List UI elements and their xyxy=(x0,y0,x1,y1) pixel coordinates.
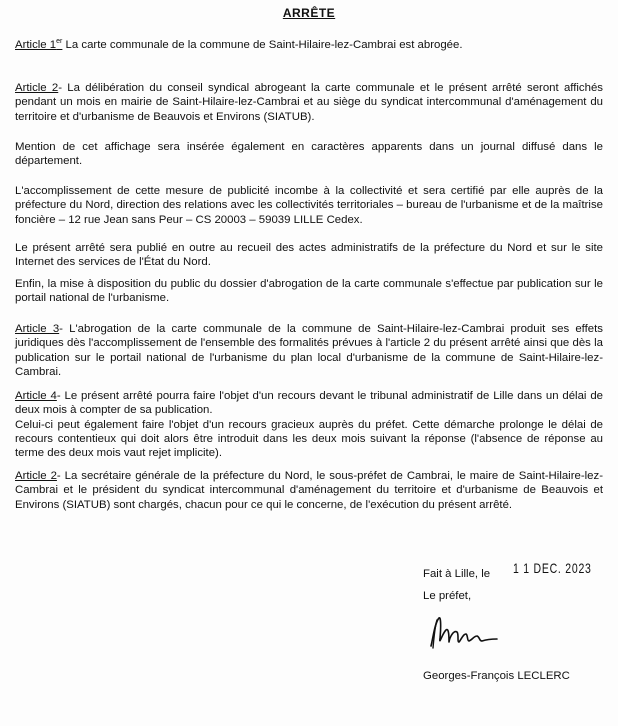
article-execution xyxy=(15,469,603,512)
article-4-text: - Le présent arrêté pourra faire l'objet d'un recours devant le tribunal administratif de Lille dans un délai de deux mois à compter de sa publication. xyxy=(15,390,603,417)
article-execution-label: Article 2 xyxy=(15,470,57,482)
prefet-label: Le préfet, xyxy=(423,590,472,602)
signatory-name: Georges-François LECLERC xyxy=(423,670,570,682)
article-4-text-2: Celui-ci peut également faire l'objet d'un recours gracieux auprès du préfet. Cette démarche prolonge le délai de recours contentieux qui doit alors être introduit dans les deux mois suivant la réponse (l'absence de réponse au terme des deux mois vaut rejet implicite). xyxy=(15,418,603,460)
article-3-label: Article 3 xyxy=(15,323,60,335)
article-1-label: Article 1er xyxy=(15,38,63,51)
signature-date: 1 1 DEC. 2023 xyxy=(513,560,592,576)
paragraph-accomplissement: L'accomplissement de cette mesure de publicité incombe à la collectivité et sera certifié par elle auprès de la préfecture du Nord, direction des relations avec les collectivités territoriales – bureau de l'urbanisme et de la maîtrise foncière – 12 rue Jean sans Peur – CS 20003 – 59039 LILLE Cedex. xyxy=(15,185,603,226)
article-4 xyxy=(15,389,603,460)
article-3 xyxy=(15,322,603,379)
article-4-label: Article 4 xyxy=(15,390,57,402)
article-1-text: La carte communale de la commune de Saint-Hilaire-lez-Cambrai est abrogée. xyxy=(62,38,463,51)
article-2-label: Article 2 xyxy=(15,82,59,94)
article-2 xyxy=(15,81,603,124)
handwritten-signature xyxy=(427,608,507,658)
document-title: ARRÊTE xyxy=(282,6,336,20)
article-1 xyxy=(15,35,603,52)
article-2-text: - La délibération du conseil syndical abrogeant la carte communale et le présent arrêté seront affichés pendant un mois en mairie de Saint-Hilaire-lez-Cambrai et au siège du syndicat intercommunal d'aménagement du territoire et d'urbanisme de Beauvois et Environs (SIATUB). xyxy=(15,82,603,123)
article-execution-text: - La secrétaire générale de la préfecture du Nord, le sous-préfet de Cambrai, le maire de Saint-Hilaire-lez-Cambrai et le président du syndicat intercommunal d'aménagement du territoire et d'urbanisme de Beauvois et Environs (SIATUB) sont chargés, chacun pour ce qui le concerne, de l'exécution du présent arrêté. xyxy=(15,470,603,511)
paragraph-enfin: Enfin, la mise à disposition du public du dossier d'abrogation de la carte communale s'effectue par publication sur le portail national de l'urbanisme. xyxy=(15,278,603,305)
article-3-text: - L'abrogation de la carte communale de la commune de Saint-Hilaire-lez-Cambrai produit ses effets juridiques dès l'accomplissement de l'ensemble des formalités prévues à l'article 2 du présent arrêté ainsi que dès la publication sur le portail national de l'urbanisme du plan local d'urbanisme de la commune de Saint-Hilaire-lez-Cambrai. xyxy=(15,323,603,378)
paragraph-mention: Mention de cet affichage sera insérée également en caractères apparents dans un journal diffusé dans le département. xyxy=(15,141,603,168)
paragraph-recueil: Le présent arrêté sera publié en outre au recueil des actes administratifs de la préfecture du Nord et sur le site Internet des services de l'État du Nord. xyxy=(15,242,603,269)
fait-a-lille: Fait à Lille, le xyxy=(423,568,491,580)
